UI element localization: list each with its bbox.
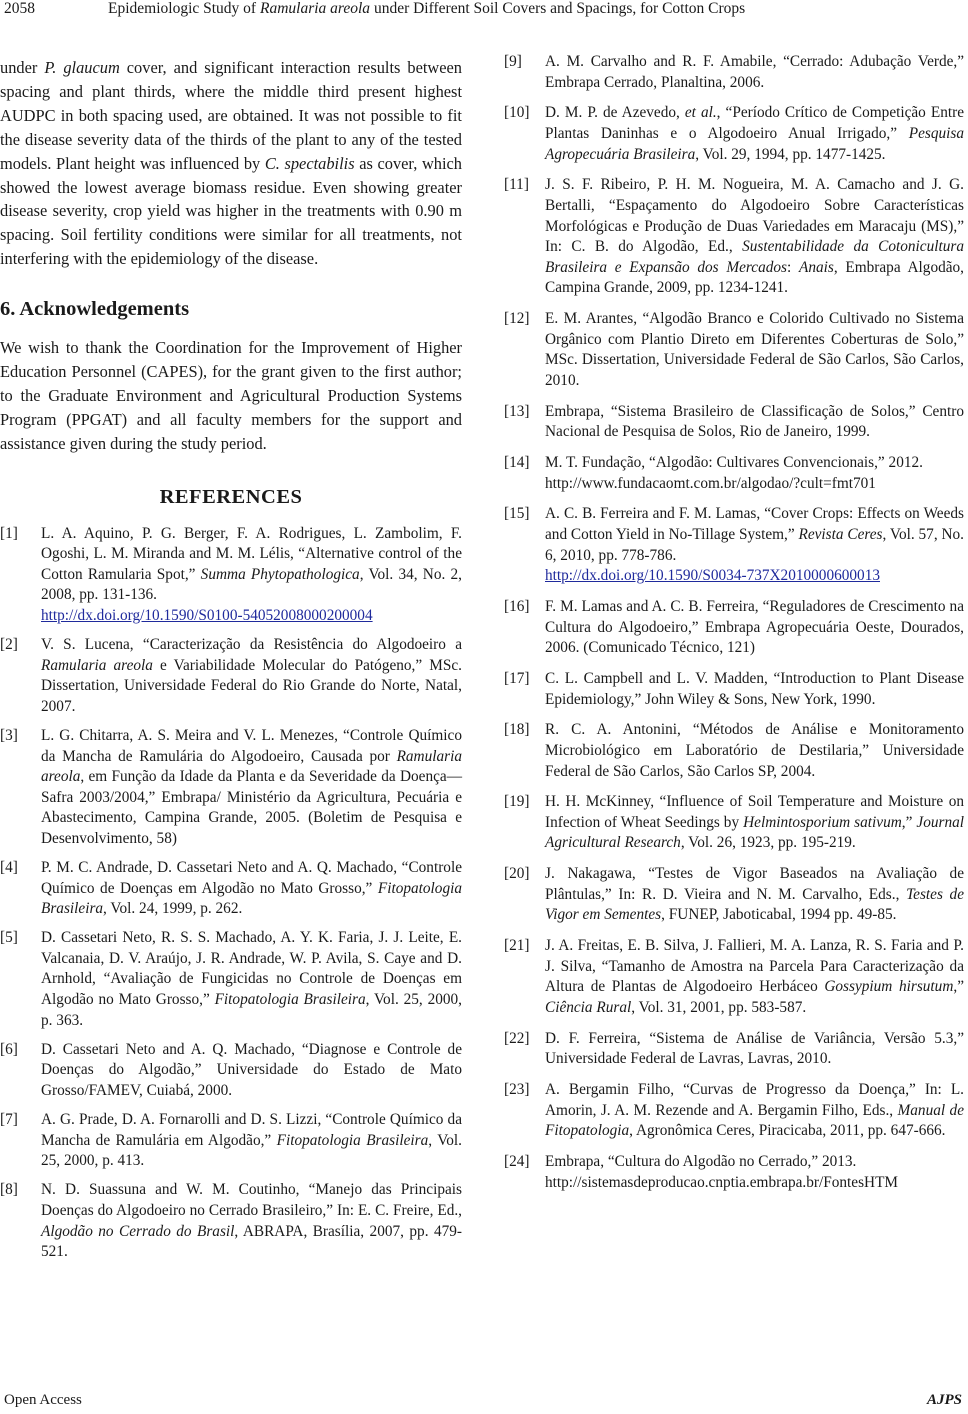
reference-item: [14] M. T. Fundação, “Algodão: Cultivares Convencionais,” 2012. http://www.fundacaomt.com.br/algodao/?cult=fmt701	[504, 454, 923, 492]
reference-item: [20] J. Nakagawa, “Testes de Vigor Baseados na Avaliação de Plântulas,” In: R. D. Vieira and N. M. Carvalho, Eds., Testes de Vigor em Sementes, FUNEP, Jaboticabal, 1994 pp. 49-85.	[504, 865, 964, 924]
doi-link[interactable]: http://dx.doi.org/10.1590/S0100-54052008000200004	[41, 606, 373, 624]
reference-item: [10] D. M. P. de Azevedo, et al., “Período Crítico de Competição Entre Plantas Daninhas e o Algodoeiro Anual Irrigado,” Pesquisa Agropecuária Brasileira, Vol. 29, 1994, pp. 1477-1425.	[504, 104, 964, 163]
reference-item: [5] D. Cassetari Neto, R. S. S. Machado, A. Y. K. Faria, J. J. Leite, E. Valcanaia, D. V. Araújo, J. R. Andrade, W. P. Avila, S. Caye and D. Arnhold, “Avaliação de Fungicidas no Controle de Doenças em Algodão no Mato Grosso,” Fitopatologia Brasileira, Vol. 25, 2000, p. 363.	[0, 929, 462, 1029]
reference-item: [15] A. C. B. Ferreira and F. M. Lamas, “Cover Crops: Effects on Weeds and Cotton Yield in No-Tillage System,” Revista Ceres, Vol. 57, No. 6, 2010, pp. 778-786. http://dx.doi.org/10.1590/S0034-737X2010000600013	[504, 505, 965, 585]
acknowledgements-heading: 6. Acknowledgements	[0, 298, 190, 321]
reference-item: [11] J. S. F. Ribeiro, P. H. M. Nogueira, M. A. Camacho and J. G. Bertalli, “Espaçamento do Algodoeiro Sobre Características Morfológicas e Produção de Duas Variedades em Maracaju (MS),” In: C. B. do Algodão, Ed., Sustentabilidade da Cotonicultura Brasileira e Expansão dos Mercados: Anais, Embrapa Algodão, Campina Grande, 2009, pp. 1234-1241.	[504, 176, 965, 297]
reference-item: [3] L. G. Chitarra, A. S. Meira and V. L. Menezes, “Controle Químico da Mancha de Ramulária do Algodoeiro, Causada por Ramularia areola, em Função da Idade da Planta e da Severidade da Doença—Safra 2003/2004,” Embrapa/ Ministério da Agricultura, Pecuária e Abastecimento, Campina Grande, 2005. (Boletim de Pesquisa e Desenvolvimento, 58)	[0, 726, 462, 847]
reference-url: http://sistemasdeproducao.cnptia.embrapa.br/FontesHTM	[545, 1173, 899, 1191]
reference-item: [6] D. Cassetari Neto and A. Q. Machado, “Diagnose e Controle de Doenças do Algodão,” Universidade do Estado de Mato Grosso/FAMEV, Cuiabá, 2000.	[0, 1040, 462, 1099]
reference-item: [23] A. Bergamin Filho, “Curvas de Progresso da Doença,” In: L. Amorin, J. A. M. Rezende and A. Bergamin Filho, Eds., Manual de Fitopatologia, Agronômica Ceres, Piracicaba, 2011, pp. 647-666.	[504, 1081, 964, 1140]
acknowledgements-paragraph: We wish to thank the Coordination for the Improvement of Higher Education Personnel (CAPES), for the grant given to the first author; to the Graduate Environment and Agricultural Production Systems Program (PPGAT) and all faculty members for the support and assistance given during the study period.	[0, 338, 462, 453]
doi-link[interactable]: http://dx.doi.org/10.1590/S0034-737X2010000600013	[545, 567, 880, 585]
reference-item: [18] R. C. A. Antonini, “Métodos de Análise e Monitoramento Microbiológico em Laboratório de Destilaria,” Universidade Federal de São Carlos, São Carlos SP, 2004.	[504, 721, 964, 780]
reference-item: [19] H. H. McKinney, “Influence of Soil Temperature and Moisture on Infection of Wheat Seedings by Helmintosporium sativum,” Journal Agricultural Research, Vol. 26, 1923, pp. 195-219.	[504, 793, 964, 852]
open-access-label: Open Access	[4, 1392, 82, 1408]
reference-item: [22] D. F. Ferreira, “Sistema de Análise de Variância, Versão 5.3,” Universidade Federal de Lavras, Lavras, 2010.	[504, 1029, 964, 1068]
reference-url: http://www.fundacaomt.com.br/algodao/?cult=fmt701	[545, 474, 876, 492]
reference-item: [17] C. L. Campbell and L. V. Madden, “Introduction to Plant Disease Epidemiology,” John Wiley & Sons, New York, 1990.	[504, 669, 964, 708]
reference-item: [1] L. A. Aquino, P. G. Berger, F. A. Rodrigues, L. Zambolim, F. Ogoshi, L. M. Miranda and M. M. Lélis, “Alternative control of the Cotton Ramularia Spot,” Summa Phytopathologica, Vol. 34, No. 2, 2008, pp. 131-136. http://dx.doi.org/10.1590/S0100-54052008000200004	[0, 524, 462, 624]
running-title: Epidemiologic Study of Ramularia areola under Different Soil Covers and Spacings, for Cotton Crops	[108, 0, 746, 17]
reference-item: [21] J. A. Freitas, E. B. Silva, J. Fallieri, M. A. Lanza, R. S. Faria and P. J. Silva, “Tamanho de Amostra na Parcela Para Caracterização da Altura de Plantas de Algodoeiro Herbáceo Gossypium hirsutum,” Ciência Rural, Vol. 31, 2001, pp. 583-587.	[504, 937, 964, 1016]
reference-item: [2] V. S. Lucena, “Caracterização da Resistência do Algodoeiro a Ramularia areola e Variabilidade Molecular do Patógeno,” MSc. Dissertation, Universidade Federal do Rio Grande do Norte, Natal, 2007.	[0, 636, 462, 715]
reference-item: [4] P. M. C. Andrade, D. Cassetari Neto and A. Q. Machado, “Controle Químico de Doenças em Algodão no Mato Grosso,” Fitopatologia Brasileira, Vol. 24, 1999, p. 262.	[0, 859, 462, 918]
reference-item: [8] N. D. Suassuna and W. M. Coutinho, “Manejo das Principais Doenças do Algodoeiro no Cerrado Brasileiro,” In: E. C. Freire, Ed., Algodão no Cerrado do Brasil, ABRAPA, Brasília, 2007, pp. 479-521.	[0, 1181, 463, 1261]
reference-item: [13] Embrapa, “Sistema Brasileiro de Classificação de Solos,” Centro Nacional de Pesquisa de Solos, Rio de Janeiro, 1999.	[504, 402, 964, 441]
right-column	[504, 52, 964, 1204]
reference-item: [9] A. M. Carvalho and R. F. Amabile, “Cerrado: Adubação Verde,” Embrapa Cerrado, Planaltina, 2006.	[504, 53, 964, 91]
references-heading: REFERENCES	[159, 485, 303, 508]
reference-item: [16] F. M. Lamas and A. C. B. Ferreira, “Reguladores de Crescimento na Cultura do Algodoeiro,” Embrapa Agropecuária Oeste, Dourados, 2006. (Comunicado Técnico, 121)	[504, 597, 964, 657]
conclusion-paragraph: under P. glaucum cover, and significant interaction results between spacing and plant thirds, where the middle third present highest AUDPC in both spacing used, are obtained. It was not possible to fit the disease severity data of the thirds of the plant to any of the tested models. Plant height was influenced by C. spectabilis as cover, which showed the lowest average biomass residue. Even showing greater disease severity, crop yield was higher in the treatments with 0.90 m spacing. Soil fertility conditions were similar for all treatments, not interfering with the epidemiology of the disease.	[0, 58, 462, 269]
page-number: 2058	[4, 0, 35, 17]
reference-item: [12] E. M. Arantes, “Algodão Branco e Colorido Cultivado no Sistema Orgânico com Plantio Direto em Diferentes Coberturas de Solo,” MSc. Dissertation, Universidade Federal de São Carlos, São Carlos, 2010.	[504, 310, 964, 389]
reference-item: [24] Embrapa, “Cultura do Algodão no Cerrado,” 2013. http://sistemasdeproducao.cnptia.embrapa.br/FontesHTM	[504, 1153, 899, 1191]
page-header	[0, 0, 968, 22]
reference-item: [7] A. G. Prade, D. A. Fornarolli and D. S. Lizzi, “Controle Químico da Mancha de Ramulária em Algodão,” Fitopatologia Brasileira, Vol. 25, 2000, p. 413.	[0, 1111, 462, 1170]
left-column	[0, 56, 462, 1271]
journal-abbreviation: AJPS	[926, 1392, 962, 1408]
